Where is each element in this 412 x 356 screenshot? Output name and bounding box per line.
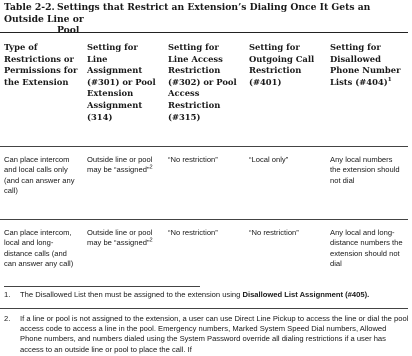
cell-line-assignment-text: Outside line or pool may be “assigned” [87, 155, 153, 175]
footnote-ref-2: 2 [149, 164, 153, 171]
table-title-line-2: Pool [57, 25, 80, 36]
table-row [0, 147, 408, 220]
cell-type: Can place intercom and local calls only (and can answer any call) [4, 155, 75, 196]
footnote-text-bold: Disallowed List Assignment (#405). [242, 290, 370, 299]
settings-table [0, 32, 408, 309]
table-title-line-1: Settings that Restrict an Extension’s Dialing Once It Gets an Outside Line or [4, 2, 371, 25]
footnote-text-plain: The Disallowed List then must be assigned to the extension using [20, 290, 243, 299]
footnote-2 [0, 314, 410, 355]
footnote-ref-1: 1 [387, 76, 392, 83]
header-type: Type of Restrictions or Permissions for the Extension [4, 42, 78, 87]
footnote-text: If a line or pool is not assigned to the extension, a user can use Direct Line Pickup to access the line or dial the pool access code to access a line in the pool. Emergency numbers, Marked System Speed Dial numbers, Allowed Phone numbers, and numbers dialed using the System Password override all dialing restrictions if a user has access to an outside line or pool to place the call. If [20, 314, 409, 354]
footnote-number: 1. [4, 290, 11, 299]
cell-line-assignment [83, 147, 164, 220]
header-line-assignment: Setting for Line Assignment (#301) or Pool Extension Assignment (314) [87, 42, 156, 122]
header-disallowed-text: Setting for Disallowed Phone Number Lists (#404) [330, 42, 401, 87]
footnote-divider [4, 286, 200, 287]
table-number: Table 2-2. [4, 2, 55, 13]
cell-disallowed: Any local numbers the extension should not dial [330, 155, 400, 185]
cell-outgoing: “No restriction” [249, 228, 299, 237]
cell-line-assignment-text: Outside line or pool may be “assigned” [87, 228, 153, 248]
footnote-ref-2: 2 [149, 237, 153, 244]
cell-disallowed: Any local and long-distance numbers the extension should not dial [330, 228, 403, 269]
footnote-1 [0, 290, 410, 300]
cell-line-access: “No restriction” [168, 155, 218, 164]
cell-type: Can place intercom, local and long-distance calls (and can answer any call) [4, 228, 74, 269]
header-line-access: Setting for Line Access Restriction (#302) or Pool Access Restriction (#315) [168, 42, 237, 122]
footnote-text [20, 290, 410, 300]
header-outgoing-restriction: Setting for Outgoing Call Restriction (#401) [249, 42, 315, 87]
table-header-row [0, 33, 408, 147]
cell-line-access: “No restriction” [168, 228, 218, 237]
cell-outgoing: “Local only” [249, 155, 289, 164]
footnote-number: 2. [4, 314, 11, 323]
header-disallowed-lists [326, 33, 408, 147]
